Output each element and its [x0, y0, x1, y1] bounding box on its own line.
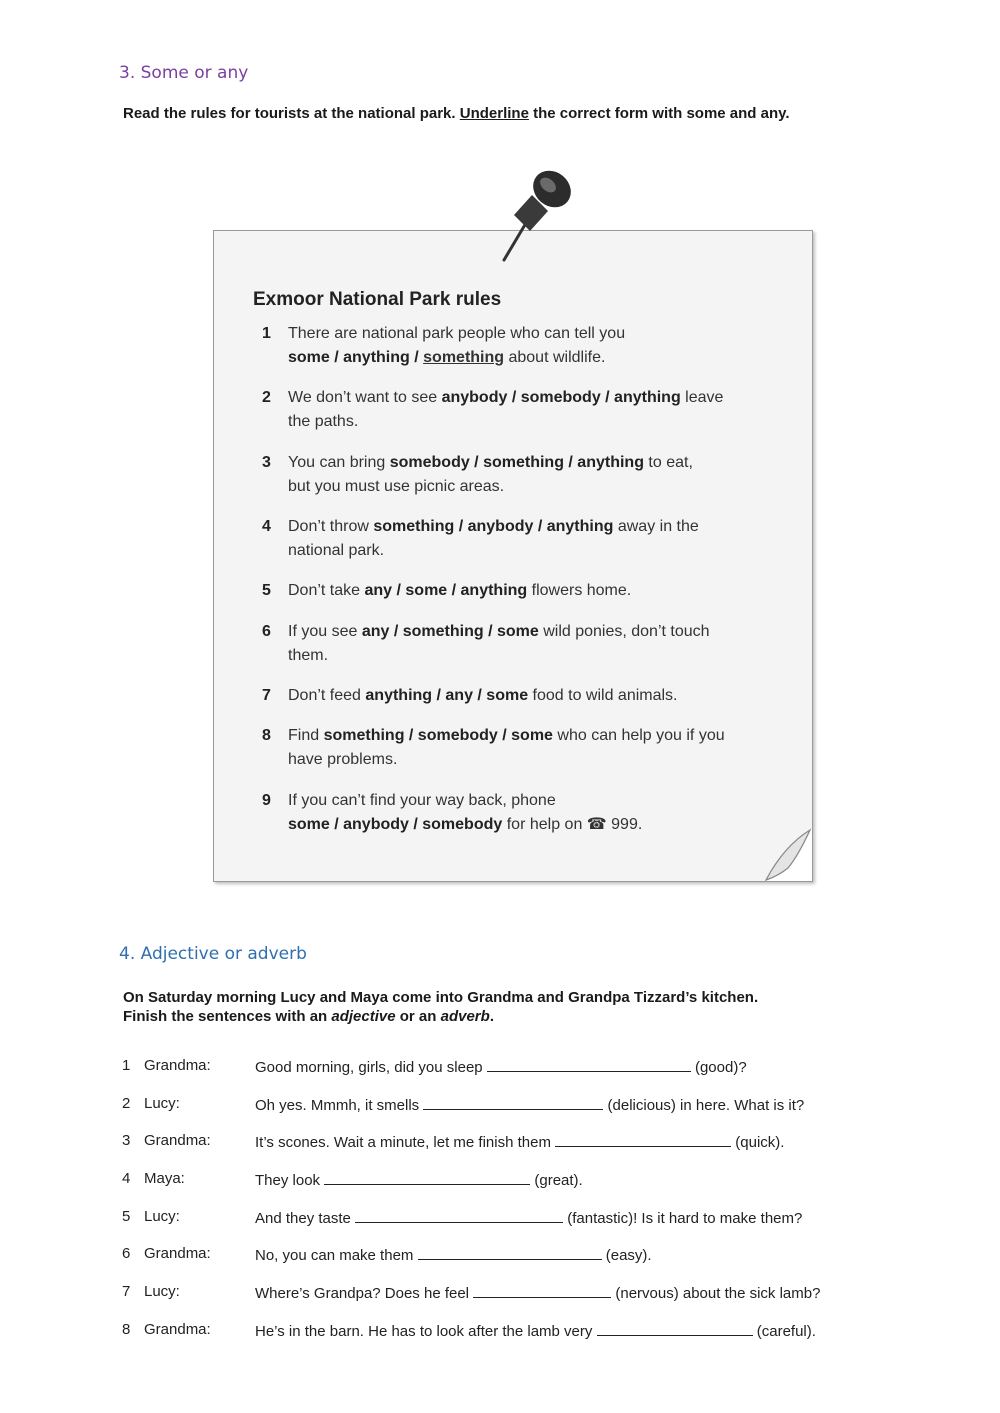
speaker: Grandma: [144, 1245, 211, 1262]
answer-blank[interactable] [418, 1245, 602, 1260]
speaker: Lucy: [144, 1095, 180, 1112]
section-4-title: 4. Adjective or adverb [119, 944, 307, 964]
section-3-instruction: Read the rules for tourists at the national park. Underline the correct form with some and any. [123, 105, 790, 122]
answer-blank[interactable] [597, 1321, 753, 1336]
exercise-row: 5 Lucy: And they taste (fantastic)! Is it hard to make them? [122, 1208, 803, 1227]
push-pin-icon [496, 165, 576, 265]
exercise-row: 8 Grandma: He’s in the barn. He has to look after the lamb very (careful). [122, 1321, 816, 1340]
exercise-row: 3 Grandma: It’s scones. Wait a minute, let me finish them (quick). [122, 1132, 785, 1151]
speaker: Grandma: [144, 1132, 211, 1149]
choice-options[interactable]: any / something / some [361, 623, 539, 640]
rule-item: 9 If you can’t find your way back, phone some / anybody / somebody for help on ☎ 999. [262, 792, 643, 833]
rule-item: 7 Don’t feed anything / any / some food to wild animals. [262, 687, 678, 704]
choice-options[interactable]: anybody / somebody / anything [441, 389, 681, 406]
rule-item: 2 We don’t want to see anybody / somebody / anything leave the paths. [262, 389, 724, 430]
speaker: Maya: [144, 1170, 185, 1187]
speaker: Grandma: [144, 1321, 211, 1338]
rule-item: 6 If you see any / something / some wild ponies, don’t touch them. [262, 623, 710, 664]
rule-item: 1 There are national park people who can tell you some / anything / something about wildlife. [262, 325, 626, 366]
choice-options[interactable]: some / anybody / somebody [288, 816, 503, 833]
answer-blank[interactable] [473, 1283, 611, 1298]
answer-blank[interactable] [555, 1132, 731, 1147]
answer-blank[interactable] [355, 1208, 563, 1223]
choice-options[interactable]: somebody / something / anything [389, 454, 644, 471]
section-3-title: 3. Some or any [119, 63, 249, 83]
exercise-row: 7 Lucy: Where’s Grandpa? Does he feel (nervous) about the sick lamb? [122, 1283, 821, 1302]
answer-example: something [423, 349, 505, 366]
exercise-row: 4 Maya: They look (great). [122, 1170, 583, 1189]
note-title: Exmoor National Park rules [253, 289, 502, 310]
rule-item: 5 Don’t take any / some / anything flowers home. [262, 582, 632, 599]
speaker: Lucy: [144, 1208, 180, 1225]
rule-item: 8 Find something / somebody / some who can help you if you have problems. [262, 727, 725, 768]
choice-options[interactable]: anything / any / some [365, 687, 529, 704]
choice-options[interactable]: something / anybody / anything [373, 518, 614, 535]
rule-item: 4 Don’t throw something / anybody / anything away in the national park. [262, 518, 699, 559]
section-4-instruction: On Saturday morning Lucy and Maya come into Grandma and Grandpa Tizzard’s kitchen. Finish the sentences with an adjective or an adverb. [123, 989, 759, 1025]
speaker: Grandma: [144, 1057, 211, 1074]
answer-blank[interactable] [487, 1057, 691, 1072]
exercise-row: 1 Grandma: Good morning, girls, did you sleep (good)? [122, 1057, 747, 1076]
answer-blank[interactable] [324, 1170, 530, 1185]
choice-options[interactable]: any / some / anything [364, 582, 528, 599]
speaker: Lucy: [144, 1283, 180, 1300]
choice-options[interactable]: something / somebody / some [323, 727, 553, 744]
rule-item: 3 You can bring somebody / something / anything to eat, but you must use picnic areas. [262, 454, 693, 495]
answer-blank[interactable] [423, 1095, 603, 1110]
exercise-row: 6 Grandma: No, you can make them (easy). [122, 1245, 652, 1264]
underline-word: Underline [459, 105, 529, 122]
exercise-row: 2 Lucy: Oh yes. Mmmh, it smells (delicious) in here. What is it? [122, 1095, 805, 1114]
